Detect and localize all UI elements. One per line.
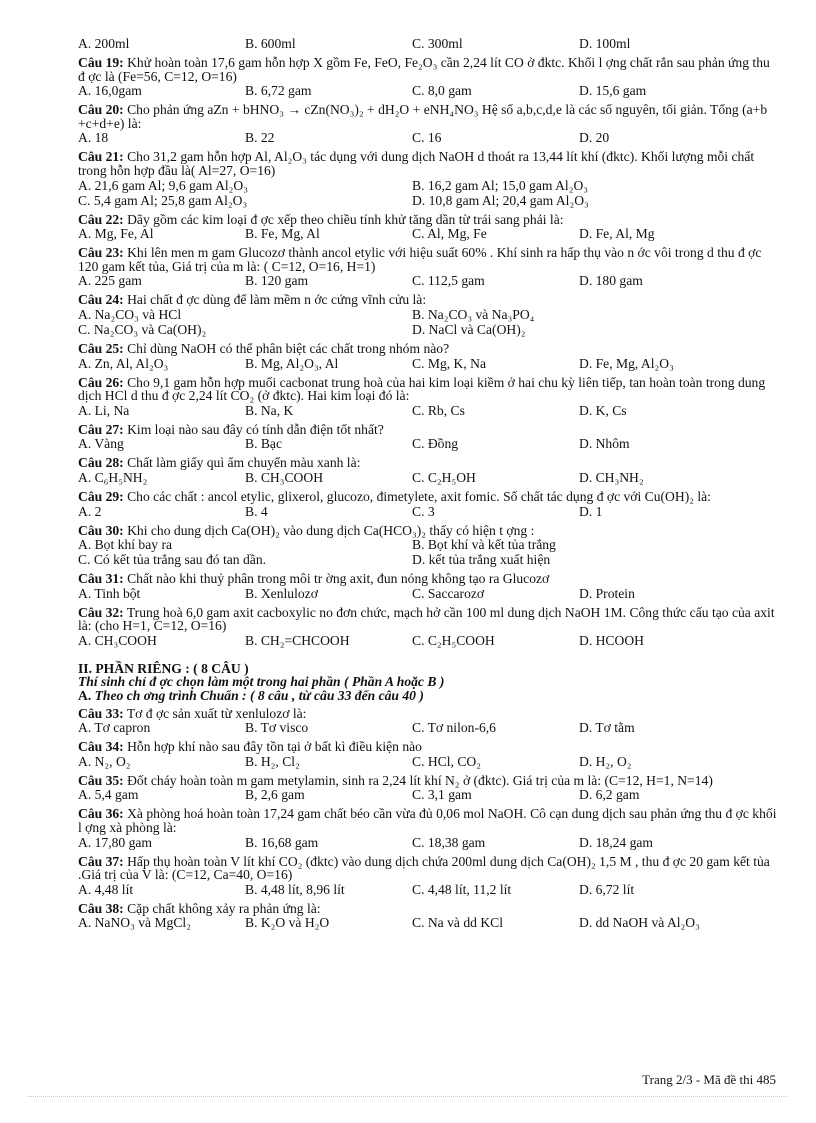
option-b: B. 600ml	[245, 36, 296, 51]
question-stem	[78, 774, 778, 788]
question-text: Cho các chất : ancol etylic, glixerol, glucozo, đimetylete, axit fomic. Số chất tác dụng đ ợc với Cu(OH)₂ là:	[123, 488, 711, 504]
section-heading: II. PHẦN RIÊNG : ( 8 CÂU )	[78, 660, 249, 676]
question-stem	[78, 150, 778, 177]
answer-option: D. Nhôm	[579, 436, 630, 452]
answer-option: A. Tơ capron	[78, 720, 151, 736]
question-label: Câu 21:	[78, 149, 124, 165]
question-label: Câu 20:	[78, 102, 124, 118]
question-stem	[78, 293, 778, 307]
answer-option: C. 5,4 gam Al; 25,8 gam Al₂O₃	[78, 192, 248, 208]
question-stem	[78, 902, 778, 916]
answer-option: C. Mg, K, Na	[412, 355, 487, 371]
answer-option: C. 3,1 gam	[412, 787, 472, 803]
answer-options	[78, 720, 778, 735]
question	[78, 150, 778, 207]
answer-option: C. 16	[412, 130, 442, 146]
answer-option: A. Bọt khí bay ra	[78, 537, 173, 553]
question-stem	[78, 572, 778, 586]
question-label: Câu 38:	[78, 900, 124, 916]
question	[78, 524, 778, 568]
question-stem	[78, 606, 778, 633]
question-label: Câu 28:	[78, 455, 124, 471]
answer-option: B. Bạc	[245, 436, 282, 452]
answer-option: C. Có kết tủa trắng sau đó tan dần.	[78, 552, 267, 568]
option-a: A. 200ml	[78, 36, 130, 51]
question-text: Cho 31,2 gam hỗn hợp Al, Al₂O₃ tác dụng với dung dịch NaOH d thoát ra 13,44 lít khí (đktc). Khối lượng mỗi chất trong hỗn hợp đầu là( Al=27, O=16)	[78, 149, 755, 178]
answer-option: A. 2	[78, 503, 102, 519]
answer-option: C. Na₂CO₃ và Ca(OH)₂	[78, 321, 207, 337]
answer-option: B. H₂, Cl₂	[245, 753, 300, 769]
question-label: Câu 36:	[78, 806, 124, 822]
answer-option: B. Xenlulozơ	[245, 585, 318, 601]
part-title: Theo ch ơng trình Chuẩn : ( 8 câu , từ câu 33 đến câu 40 )	[91, 688, 424, 704]
question-label: Câu 22:	[78, 211, 124, 227]
answer-option: C. Al, Mg, Fe	[412, 226, 487, 242]
answer-option: C. Na và dd KCl	[412, 915, 503, 931]
answer-option: B. CH₃COOH	[245, 469, 324, 485]
question	[78, 213, 778, 242]
answer-option: B. Mg, Al₂O₃, Al	[245, 355, 339, 371]
answer-options	[78, 356, 778, 371]
answer-option: A. Mg, Fe, Al	[78, 226, 154, 242]
section-header	[78, 662, 778, 703]
answer-option: A. C₆H₅NH₂	[78, 469, 148, 485]
question	[78, 774, 778, 803]
question-stem	[78, 707, 778, 721]
answer-option: C. C₂H₅OH	[412, 469, 476, 485]
answer-option: A. Tinh bột	[78, 585, 141, 601]
answer-option: A. NaNO₃ và MgCl₂	[78, 915, 191, 931]
question-label: Câu 27:	[78, 421, 124, 437]
question	[78, 606, 778, 648]
answer-option: A. 225 gam	[78, 273, 142, 289]
answer-option: D. 10,8 gam Al; 20,4 gam Al₂O₃	[412, 192, 589, 208]
answer-option: D. NaCl và Ca(OH)₂	[412, 321, 526, 337]
answer-option: D. 6,2 gam	[579, 787, 640, 803]
question-label: Câu 23:	[78, 245, 124, 261]
answer-option: D. K, Cs	[579, 402, 627, 418]
answer-option: D. Tơ tằm	[579, 720, 635, 736]
page-bottom-divider	[28, 1096, 788, 1097]
question-label: Câu 34:	[78, 739, 124, 755]
answer-options	[78, 633, 778, 648]
question	[78, 902, 778, 931]
question-text: Tơ đ ợc sản xuất từ xenlulozơ là:	[123, 705, 307, 721]
answer-option: A. 21,6 gam Al; 9,6 gam Al₂O₃	[78, 177, 248, 193]
question-text: Hấp thụ hoàn toàn V lít khí CO₂ (đktc) vào dung dịch chứa 200ml dung dịch Ca(OH)₂ 1,5 M , thu đ ợc 20 gam kết tủa .Giá trị của V là: (C=12, Ca=40, O=16)	[78, 853, 770, 883]
question-label: Câu 30:	[78, 522, 124, 538]
question-text: Trung hoà 6,0 gam axit cacboxylic no đơn chức, mạch hở cần 100 ml dung dịch NaOH 1M. Công thức cấu tạo của axit là: (cho H=1, C=12, O=16)	[78, 604, 775, 634]
answer-option: B. 120 gam	[245, 273, 309, 289]
answer-options	[78, 882, 778, 897]
question-text: Cặp chất không xảy ra phản ứng là:	[123, 900, 321, 916]
answer-option: C. C₂H₅COOH	[412, 632, 495, 648]
answer-option: C. 8,0 gam	[412, 83, 472, 99]
answer-option: B. CH₂=CHCOOH	[245, 632, 350, 648]
question	[78, 807, 778, 849]
question-text: Dãy gồm các kim loại đ ợc xếp theo chiều tính khử tăng dần từ trái sang phải là:	[123, 211, 564, 227]
question-stem	[78, 342, 778, 356]
question	[78, 855, 778, 897]
answer-option: C. 4,48 lít, 11,2 lít	[412, 881, 512, 897]
question	[78, 342, 778, 371]
answer-option: B. 22	[245, 130, 275, 146]
question-label: Câu 29:	[78, 488, 124, 504]
question-text: Xà phòng hoá hoàn toàn 17,24 gam chất béo cần vừa đủ 0,06 mol NaOH. Cô cạn dung dịch sau phản ứng thu đ ợc khối l ợng xà phòng là:	[78, 806, 777, 836]
question-label: Câu 25:	[78, 340, 124, 356]
section-part	[78, 689, 778, 703]
question-text: Hai chất đ ợc dùng để làm mềm n ớc cứng vĩnh cửu là:	[123, 292, 427, 308]
question-label: Câu 19:	[78, 55, 124, 70]
answer-option: A. Li, Na	[78, 402, 130, 418]
answer-option: B. Na, K	[245, 402, 294, 418]
question	[78, 707, 778, 736]
answer-option: D. CH₃NH₂	[579, 469, 644, 485]
answer-option: C. Saccarozơ	[412, 585, 485, 601]
question-list-part-2	[78, 707, 778, 931]
answer-option: B. Bọt khí và kết tủa trắng	[412, 537, 556, 553]
question-label: Câu 35:	[78, 772, 124, 788]
answer-option: C. 112,5 gam	[412, 273, 485, 289]
question-stem	[78, 376, 778, 403]
question	[78, 490, 778, 519]
answer-option: B. 4,48 lít, 8,96 lít	[245, 881, 345, 897]
answer-option: B. 16,2 gam Al; 15,0 gam Al₂O₃	[412, 177, 589, 193]
answer-options	[78, 787, 778, 802]
answer-options	[78, 754, 778, 769]
question-label: Câu 31:	[78, 571, 124, 587]
question-stem	[78, 213, 778, 227]
answer-options	[78, 586, 778, 601]
question	[78, 572, 778, 601]
answer-options	[78, 504, 778, 519]
answer-option: D. 18,24 gam	[579, 834, 654, 850]
answer-option: A. CH₃COOH	[78, 632, 157, 648]
question-stem	[78, 56, 778, 83]
answer-options	[78, 226, 778, 241]
answer-option: B. 16,68 gam	[245, 834, 319, 850]
answer-option: B. K₂O và H₂O	[245, 915, 330, 931]
answer-options	[78, 835, 778, 850]
question-label: Câu 32:	[78, 604, 124, 620]
question-stem	[78, 246, 778, 273]
question	[78, 456, 778, 485]
question-text: Khử hoàn toàn 17,6 gam hỗn hợp X gồm Fe, FeO, Fe₂O₃ cần 2,24 lít CO ở đktc. Khối l ợng chất rắn sau phản ứng thu đ ợc là (Fe=56, C=12, O=16)	[78, 55, 770, 84]
answer-option: A. 16,0gam	[78, 83, 142, 99]
question-list-part-1	[78, 56, 778, 648]
answer-option: D. 15,6 gam	[579, 83, 647, 99]
answer-option: B. Na₂CO₃ và Na₃PO₄	[412, 306, 535, 322]
answer-options	[78, 273, 778, 288]
question	[78, 740, 778, 769]
question-label: Câu 33:	[78, 705, 124, 721]
question-label: Câu 24:	[78, 292, 124, 308]
section-subheading: Thí sinh chỉ đ ợc chọn làm một trong hai phần ( Phần A hoặc B )	[78, 674, 445, 690]
question-stem	[78, 740, 778, 754]
question	[78, 103, 778, 145]
question	[78, 376, 778, 418]
answer-option: D. kết tủa trắng xuất hiện	[412, 552, 551, 568]
answer-options	[78, 178, 778, 208]
answer-option: D. Fe, Mg, Al₂O₃	[579, 355, 674, 371]
answer-option: B. Tơ visco	[245, 720, 309, 736]
answer-options	[78, 83, 778, 98]
option-c: C. 300ml	[412, 36, 463, 51]
question-stem	[78, 456, 778, 470]
answer-option: A. N₂, O₂	[78, 753, 131, 769]
question-text: Chất nào khi thuỷ phân trong môi tr ờng axit, đun nóng không tạo ra Glucozơ	[123, 571, 550, 587]
answer-option: D. H₂, O₂	[579, 753, 632, 769]
answer-option: B, 2,6 gam	[245, 787, 305, 803]
part-label: A.	[78, 688, 92, 704]
answer-options	[78, 436, 778, 451]
answer-option: A. 17,80 gam	[78, 834, 153, 850]
option-d: D. 100ml	[579, 36, 631, 51]
answer-option: A. Zn, Al, Al₂O₃	[78, 355, 169, 371]
answer-option: D. 6,72 lít	[579, 881, 635, 897]
question	[78, 423, 778, 452]
question-stem	[78, 855, 778, 882]
answer-option: C. 18,38 gam	[412, 834, 486, 850]
answer-option: A. Na₂CO₃ và HCl	[78, 306, 182, 322]
answer-option: C. Rb, Cs	[412, 402, 465, 418]
page-footer: Trang 2/3 - Mã đề thi 485	[642, 1072, 776, 1087]
top-options	[78, 36, 778, 51]
question-stem	[78, 524, 778, 538]
answer-option: A. 4,48 lít	[78, 881, 134, 897]
answer-options	[78, 470, 778, 485]
answer-option: C. 3	[412, 503, 435, 519]
answer-options	[78, 403, 778, 418]
answer-option: B. Fe, Mg, Al	[245, 226, 320, 242]
answer-options	[78, 307, 778, 337]
answer-options	[78, 537, 778, 567]
question-text: Khi lên men m gam Glucozơ thành ancol etylic với hiệu suất 60% . Khí sinh ra hấp thụ vào n ớc vôi trong d thu đ ợc 120 gam kết tủa, Giá trị của m là: ( C=12, O=16, H=1)	[78, 245, 762, 274]
answer-option: D. 180 gam	[579, 273, 643, 289]
answer-option: C. Tơ nilon-6,6	[412, 720, 496, 736]
answer-option: C. Đồng	[412, 436, 459, 452]
question-label: Câu 26:	[78, 374, 124, 390]
question	[78, 293, 778, 337]
question-stem	[78, 103, 778, 130]
question-text: Hỗn hợp khí nào sau đây tồn tại ở bất kì điều kiện nào	[123, 739, 422, 755]
answer-option: A. 5,4 gam	[78, 787, 139, 803]
question	[78, 246, 778, 288]
answer-option: C. HCl, CO₂	[412, 753, 481, 769]
question-stem	[78, 490, 778, 504]
question	[78, 56, 778, 98]
answer-option: D. Fe, Al, Mg	[579, 226, 655, 242]
answer-option: B. 6,72 gam	[245, 83, 312, 99]
question-text: Chỉ dùng NaOH có thể phân biệt các chất trong nhóm nào?	[123, 340, 450, 356]
answer-option: D. 20	[579, 130, 610, 146]
answer-option: B. 4	[245, 503, 268, 519]
answer-option: A. 18	[78, 130, 109, 146]
answer-options	[78, 130, 778, 145]
question-text: Đốt cháy hoàn toàn m gam metylamin, sinh ra 2,24 lít khí N₂ ở (đktc). Giá trị của m là: (C=12, H=1, N=14)	[123, 772, 713, 788]
question-text: Chất làm giấy quì ẩm chuyển màu xanh là:	[123, 455, 361, 471]
answer-option: D. dd NaOH và Al₂O₃	[579, 915, 700, 931]
answer-option: A. Vàng	[78, 436, 124, 452]
question-text: Kim loại nào sau đây có tính dẫn điện tốt nhất?	[123, 421, 384, 437]
answer-option: D. Protein	[579, 585, 635, 601]
exam-page	[78, 36, 778, 935]
question-stem	[78, 423, 778, 437]
question-stem	[78, 807, 778, 834]
answer-option: D. 1	[579, 503, 603, 519]
question-text: Cho phản ứng aZn + bHNO₃ → cZn(NO₃)₂ + dH₂O + eNH₄NO₃ Hệ số a,b,c,d,e là các số nguyên, tối giản. Tổng (a+b +c+d+e) là:	[78, 102, 768, 131]
question-label: Câu 37:	[78, 853, 124, 869]
question-text: Cho 9,1 gam hỗn hợp muối cacbonat trung hoà của hai kim loại kiềm ở hai chu kỳ liên tiếp, tan hoàn toàn trong dung dịch HCl d thu đ ợc 2,24 lít CO₂ (ở đktc). Hai kim loại đó là:	[78, 374, 766, 404]
answer-options	[78, 915, 778, 930]
question-text: Khi cho dung dịch Ca(OH)₂ vào dung dịch Ca(HCO₃)₂ thấy có hiện t ợng :	[123, 522, 535, 538]
answer-option: D. HCOOH	[579, 632, 644, 648]
